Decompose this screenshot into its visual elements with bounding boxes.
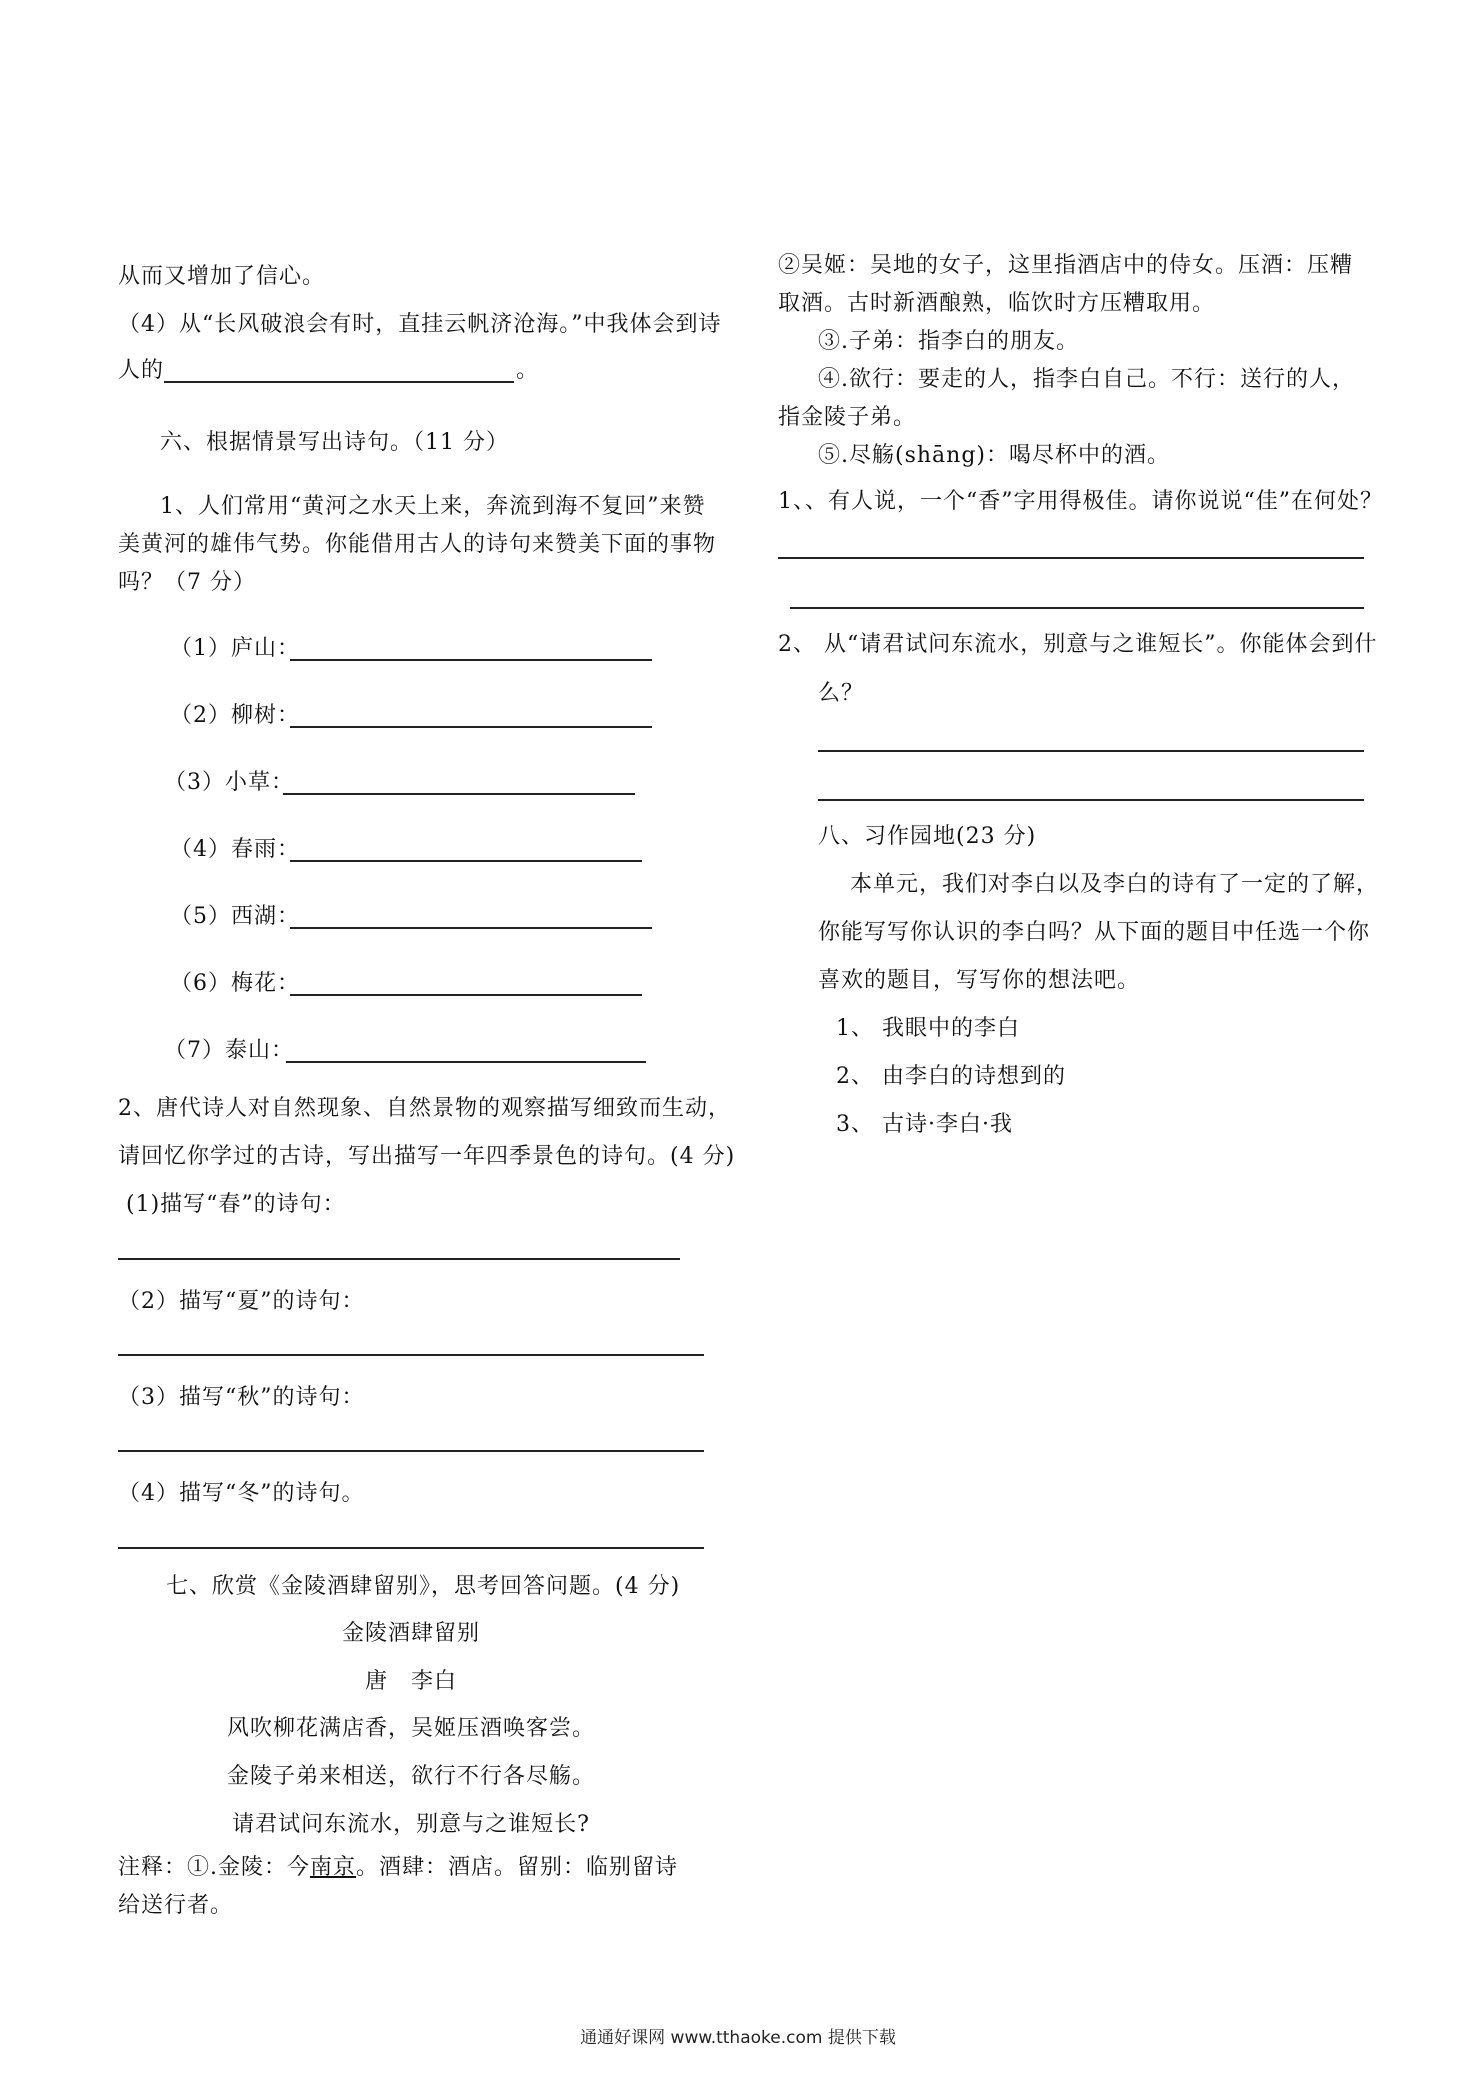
page-footer: 通通好课网 www.tthaoke.com 提供下载: [580, 2028, 896, 2048]
poem-title: 金陵酒肆留别: [341, 1621, 480, 1646]
answer-line[interactable]: [290, 860, 642, 862]
answer-line[interactable]: [164, 381, 514, 383]
topic-option: 1、 我眼中的李白: [836, 1016, 1020, 1041]
answer-line[interactable]: [283, 793, 635, 795]
item-label-spring-rain: （4）春雨：: [170, 837, 300, 862]
poem-author: 唐 李白: [364, 1669, 457, 1694]
topic-option: 2、 由李白的诗想到的: [836, 1064, 1066, 1089]
answer-line[interactable]: [818, 799, 1364, 801]
poem-line: 风吹柳花满店香，吴姬压酒唤客尝。: [226, 1716, 595, 1741]
item-label-taishan: （7）泰山：: [164, 1038, 294, 1063]
reading-question-2-cont: 么？: [818, 681, 865, 706]
autumn-label: （3）描写“秋”的诗句：: [118, 1385, 365, 1410]
section-6-title: 六、根据情景写出诗句。（11 分）: [160, 430, 509, 455]
question-2-line: 2、唐代诗人对自然现象、自然景物的观察描写细致而生动，: [118, 1096, 731, 1121]
writing-prompt: 喜欢的题目，写写你的想法吧。: [818, 968, 1141, 993]
spring-label: (1)描写“春”的诗句：: [126, 1192, 346, 1217]
annotation-text: 。酒肆：酒店。留别：临别留诗: [356, 1855, 679, 1880]
question-2-line: 请回忆你学过的古诗，写出描写一年四季景色的诗句。(4 分): [118, 1144, 736, 1169]
annotation-line: [118, 1853, 678, 1883]
writing-prompt: 本单元，我们对李白以及李白的诗有了一定的了解，: [850, 872, 1380, 897]
question-4: （4）从“长风破浪会有时，直挂云帆济沧海。”中我体会到诗: [118, 312, 722, 337]
question-4-cont: 人的: [118, 358, 165, 383]
note-4-cont: 指金陵子弟。: [778, 405, 917, 430]
answer-line[interactable]: [118, 1547, 704, 1549]
answer-line[interactable]: [118, 1258, 680, 1260]
reading-question-1: 1、、有人说，一个“香”字用得极佳。请你说说“佳”在何处？: [778, 489, 1383, 514]
poem-line: 请君试问东流水，别意与之谁短长?: [232, 1812, 590, 1837]
question-1-line: 1、人们常用“黄河之水天上来，奔流到海不复回”来赞: [160, 494, 706, 519]
note-5: ⑤.尽觞(shāng)：喝尽杯中的酒。: [818, 443, 1170, 468]
answer-line[interactable]: [118, 1450, 704, 1452]
item-label-willow: （2）柳树：: [170, 703, 300, 728]
answer-line[interactable]: [290, 927, 652, 929]
answer-line[interactable]: [286, 1061, 646, 1063]
section-7-title: 七、欣赏《金陵酒肆留别》，思考回答问题。(4 分): [166, 1574, 681, 1599]
topic-option: 3、 古诗·李白·我: [836, 1112, 1013, 1137]
item-label-lushan: （1）庐山：: [170, 636, 300, 661]
answer-line[interactable]: [790, 607, 1364, 609]
text-line: 从而又增加了信心。: [118, 264, 326, 289]
annotation-text: 注释：①.金陵：今: [118, 1855, 310, 1880]
question-4-end: 。: [516, 358, 540, 383]
answer-line[interactable]: [290, 726, 652, 728]
annotation-line: 给送行者。: [118, 1893, 234, 1918]
writing-prompt: 你能写写你认识的李白吗？从下面的题目中任选一个你: [818, 920, 1371, 945]
note-2-cont: 取酒。古时新酒酿熟，临饮时方压糟取用。: [778, 291, 1216, 316]
answer-line[interactable]: [290, 994, 642, 996]
section-8-title: 八、习作园地(23 分): [818, 824, 1037, 849]
answer-line[interactable]: [818, 750, 1364, 752]
note-2: ②吴姬：吴地的女子，这里指酒店中的侍女。压酒：压糟: [778, 253, 1354, 278]
reading-question-2: 2、 从“请君试问东流水，别意与之谁短长”。你能体会到什: [778, 632, 1378, 657]
item-label-grass: （3）小草：: [164, 770, 294, 795]
poem-line: 金陵子弟来相送，欲行不行各尽觞。: [226, 1764, 595, 1789]
annotation-link: 南京: [310, 1855, 357, 1880]
answer-line[interactable]: [118, 1354, 704, 1356]
answer-line[interactable]: [778, 557, 1364, 559]
question-1-line: 美黄河的雄伟气势。你能借用古人的诗句来赞美下面的事物: [118, 532, 717, 557]
note-4: ④.欲行：要走的人，指李白自己。不行：送行的人，: [818, 367, 1355, 392]
item-label-plum: （6）梅花：: [170, 971, 300, 996]
question-1-line: 吗？（7 分）: [118, 570, 256, 595]
note-3: ③.子弟：指李白的朋友。: [818, 329, 1079, 354]
summer-label: （2）描写“夏”的诗句：: [118, 1289, 365, 1314]
answer-line[interactable]: [290, 659, 652, 661]
item-label-west-lake: （5）西湖：: [170, 904, 300, 929]
winter-label: （4）描写“冬”的诗句。: [118, 1481, 365, 1506]
